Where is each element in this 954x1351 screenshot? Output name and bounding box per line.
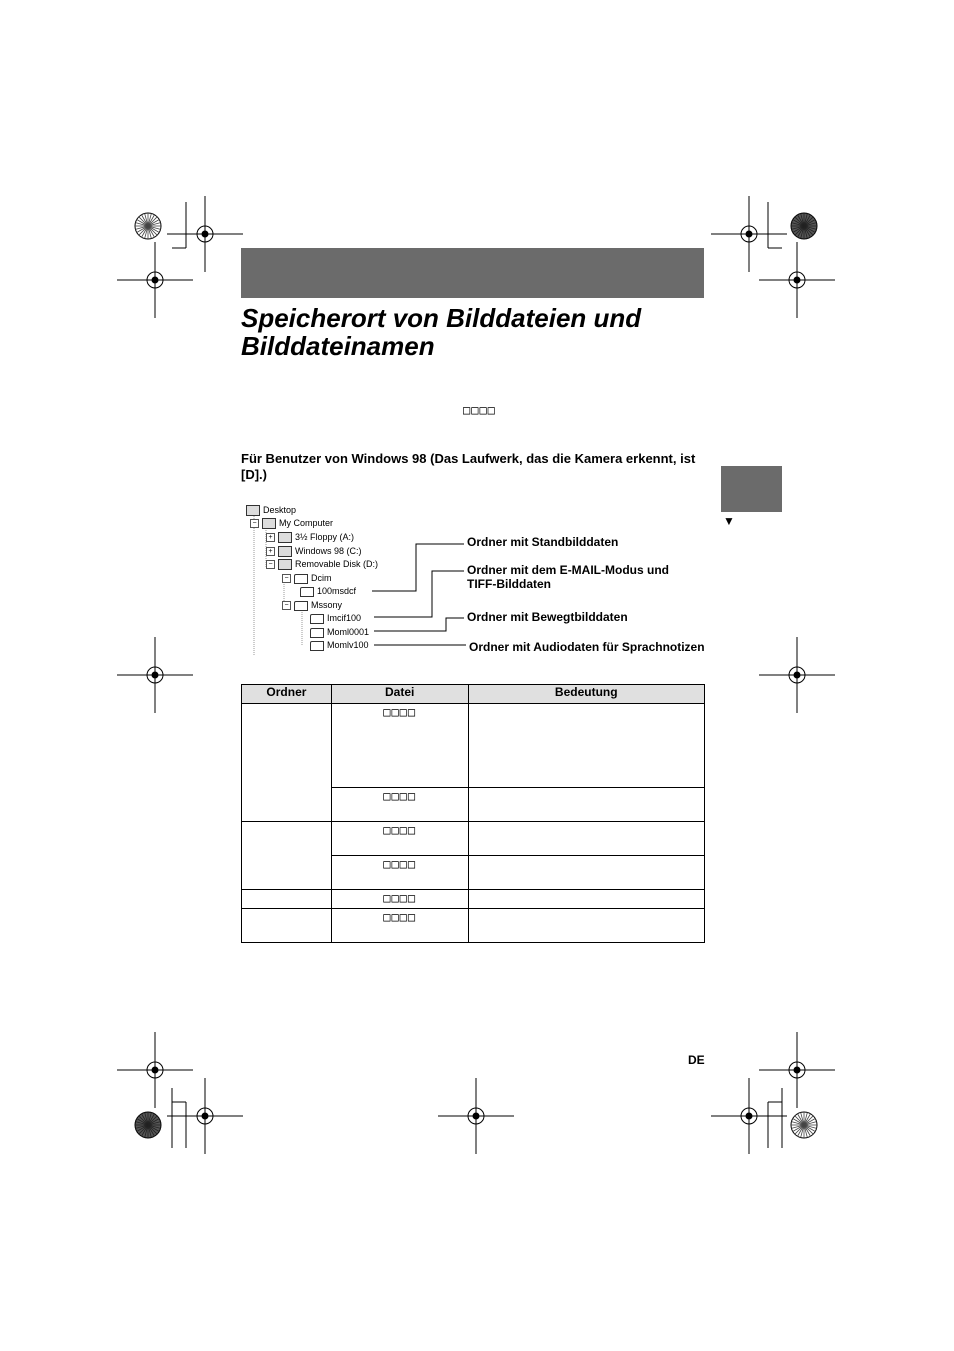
tree-item-mssony[interactable]: − Mssony (282, 599, 342, 611)
table-row (242, 704, 705, 788)
tree-item-removable-disk[interactable]: − Removable Disk (D:) (266, 558, 378, 570)
table-cell-meaning (468, 704, 704, 788)
tree-item-100msdcf[interactable]: 100msdcf (300, 585, 356, 597)
collapse-icon[interactable]: − (266, 560, 275, 569)
page-title: Speicherort von Bilddateien und Bilddateinamen (241, 303, 642, 361)
continue-arrow-icon: ▼ (723, 514, 735, 528)
table-cell-meaning (468, 822, 704, 856)
crosshair-dot (473, 1113, 479, 1119)
collapse-icon[interactable]: − (250, 519, 259, 528)
tree-item-my-computer[interactable]: − My Computer (250, 517, 333, 529)
page-language-label: DE (688, 1053, 705, 1067)
callout-movies: Ordner mit Bewegtbilddaten (467, 610, 628, 624)
table-cell-folder (242, 704, 332, 822)
tree-item-desktop[interactable]: Desktop (246, 504, 296, 516)
header-meaning: Bedeutung (468, 685, 704, 704)
table-cell-meaning (468, 909, 704, 943)
table-cell-file: □□□□ (331, 822, 468, 856)
collapse-icon[interactable]: − (282, 574, 291, 583)
table-cell-meaning (468, 890, 704, 909)
section-subtitle: Für Benutzer von Windows 98 (Das Laufwerk, das die Kamera erkennt, ist [D].) (241, 451, 696, 482)
table-cell-file: □□□□ (331, 890, 468, 909)
callout-still-images: Ordner mit Standbilddaten (467, 535, 619, 549)
crosshair-dot (202, 1113, 208, 1119)
table-cell-file: □□□□ (331, 856, 468, 890)
table-header-row (242, 685, 705, 704)
tree-item-imcif100[interactable]: Imcif100 (310, 612, 361, 624)
table-cell-file: □□□□ (331, 909, 468, 943)
tree-item-windows-98[interactable]: + Windows 98 (C:) (266, 545, 362, 557)
table-cell-folder (242, 890, 332, 909)
table-cell-file: □□□□ (331, 788, 468, 822)
crosshair-dot (152, 1067, 158, 1073)
expand-icon[interactable]: + (266, 547, 275, 556)
callout-audio: Ordner mit Audiodaten für Sprachnotizen (469, 640, 705, 654)
tree-item-momlv100[interactable]: Momlv100 (310, 639, 369, 651)
table-cell-folder (242, 822, 332, 890)
table-cell-file: □□□□ (331, 704, 468, 788)
table-cell-meaning (468, 856, 704, 890)
collapse-icon[interactable]: − (282, 601, 291, 610)
table-row (242, 909, 705, 943)
table-row (242, 890, 705, 909)
crosshair-dot (746, 1113, 752, 1119)
callout-email-tiff: Ordner mit dem E-MAIL-Modus und TIFF-Bilddaten (467, 563, 669, 591)
folder-file-table (241, 684, 705, 943)
table-cell-meaning (468, 788, 704, 822)
table-row (242, 822, 705, 856)
header-folder: Ordner (242, 685, 332, 704)
crosshair-dot (794, 1067, 800, 1073)
tree-item-moml0001[interactable]: Moml0001 (310, 626, 369, 638)
tree-item-dcim[interactable]: − Dcim (282, 572, 332, 584)
intro-glyphs: □□□□ (463, 403, 496, 417)
expand-icon[interactable]: + (266, 533, 275, 542)
header-file: Datei (331, 685, 468, 704)
table-cell-folder (242, 909, 332, 943)
tree-item-floppy[interactable]: + 3½ Floppy (A:) (266, 531, 354, 543)
